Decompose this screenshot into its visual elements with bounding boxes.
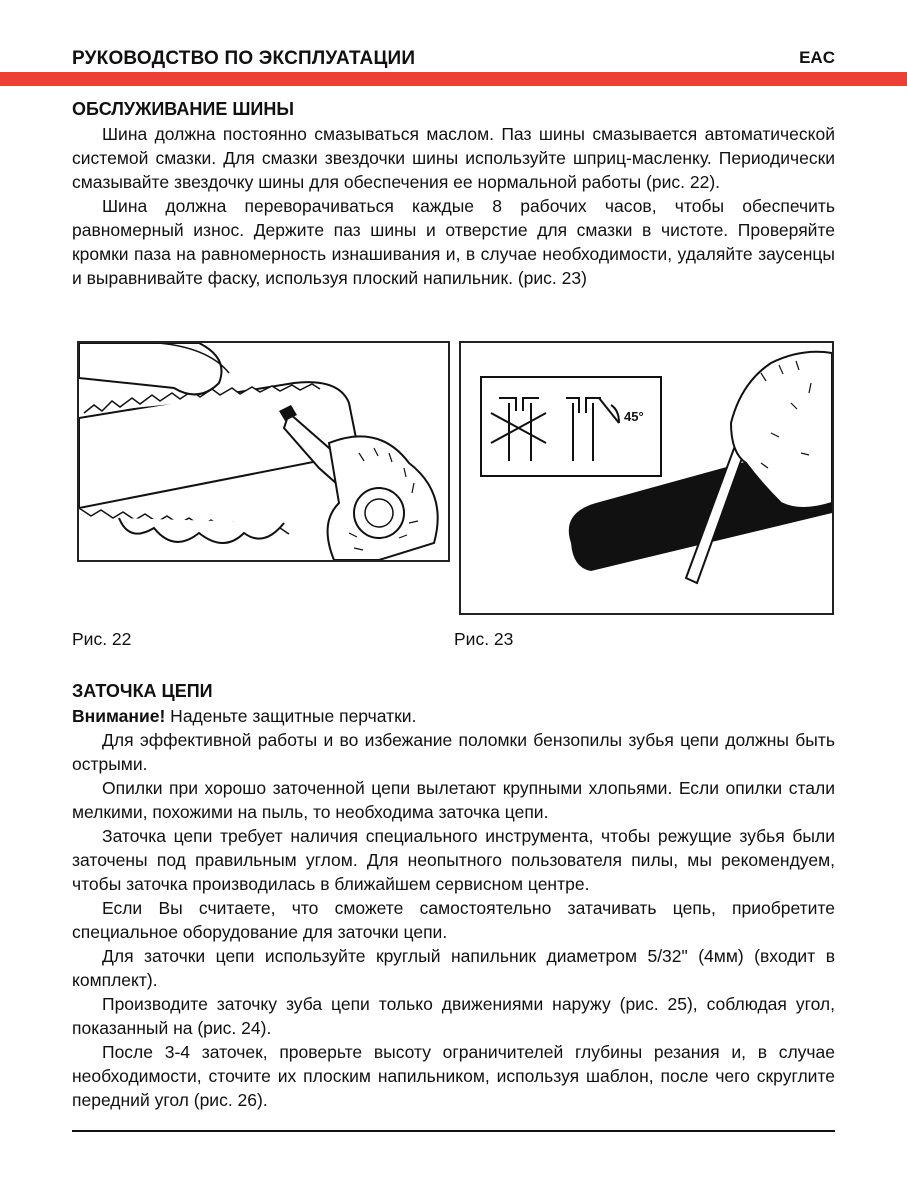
- paragraph: Для эффективной работы и во избежание поломки бензопилы зубья цепи должны быть острыми.: [72, 730, 835, 774]
- warning-text: Наденьте защитные перчатки.: [165, 706, 417, 726]
- paragraph: Производите заточку зуба цепи только движениями наружу (рис. 25), соблюдая угол, показанный на (рис. 24).: [72, 994, 835, 1038]
- warning-label: Внимание!: [72, 706, 166, 726]
- section-chain-sharpening: [72, 680, 835, 1112]
- header-accent-bar: [0, 72, 907, 86]
- paragraph: Если Вы считаете, что сможете самостоятельно затачивать цепь, приобретите специальное оборудование для заточки цепи.: [72, 898, 835, 942]
- eac-mark: EAC: [799, 48, 835, 67]
- figure-23-caption: Рис. 23: [454, 629, 514, 649]
- footer-rule: [72, 1130, 835, 1132]
- bar-filing-illustration: [461, 343, 832, 613]
- section-title: ЗАТОЧКА ЦЕПИ: [72, 681, 213, 701]
- paragraph: Для заточки цепи используйте круглый напильник диаметром 5/32" (4мм) (входит в комплект).: [72, 946, 835, 990]
- header-title: РУКОВОДСТВО ПО ЭКСПЛУАТАЦИИ: [72, 48, 416, 69]
- figure-23-filing-bar: [459, 341, 834, 615]
- figure-22-lubricating-sprocket: [77, 341, 450, 562]
- paragraph: Заточка цепи требует наличия специального инструмента, чтобы режущие зубья были заточены под правильным углом. Для неопытного пользователя пилы, мы рекомендуем, чтобы заточка производилась в ближайшем сервисном центре.: [72, 826, 835, 894]
- section-bar-maintenance: [72, 98, 835, 290]
- paragraph: После 3-4 заточек, проверьте высоту ограничителей глубины резания и, в случае необходимости, сточите их плоским напильником, используя шаблон, после чего скруглите передний угол (рис. 26).: [72, 1042, 835, 1110]
- angle-label: 45°: [624, 409, 644, 424]
- chainsaw-bar-illustration: [79, 343, 448, 560]
- paragraph: Шина должна переворачиваться каждые 8 рабочих часов, чтобы обеспечить равномерный износ. Держите паз шины и отверстие для смазки в чистоте. Проверяйте кромки паза на равномерность изнашивания и, в случае необходимости, удаляйте заусенцы и выравнивайте фаску, используя плоский напильник. (рис. 23): [72, 196, 835, 288]
- warning-line: [72, 704, 835, 728]
- figure-22-caption: Рис. 22: [72, 629, 132, 649]
- paragraph: Шина должна постоянно смазываться маслом. Паз шины смазывается автоматической системой смазки. Для смазки звездочки шины используйте шприц-масленку. Периодически смазывайте звездочку шины для обеспечения ее нормальной работы (рис. 22).: [72, 124, 835, 192]
- section-title: ОБСЛУЖИВАНИЕ ШИНЫ: [72, 99, 294, 119]
- paragraph: Опилки при хорошо заточенной цепи вылетают крупными хлопьями. Если опилки стали мелкими, похожими на пыль, то необходима заточка цепи.: [72, 778, 835, 822]
